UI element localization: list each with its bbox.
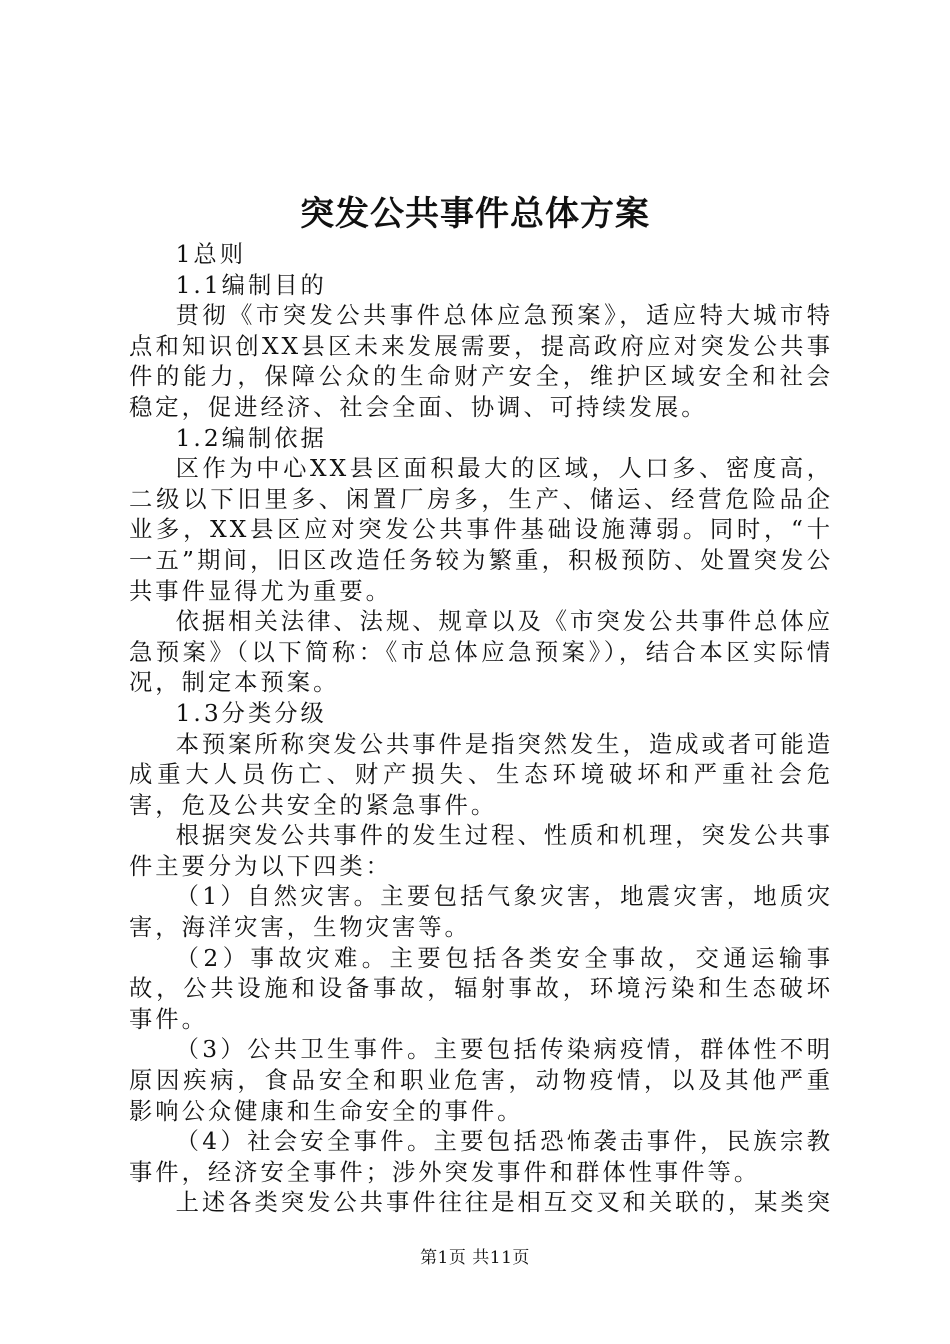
list-item: （2）事故灾难。主要包括各类安全事故，交通运输事故，公共设施和设备事故，辐射事故，环境污染和生态破坏事件。 (129, 944, 833, 1033)
document-body (129, 240, 833, 1219)
paragraph: 根据突发公共事件的发生过程、性质和机理，突发公共事件主要分为以下四类： (129, 822, 834, 880)
paragraph: 本预案所称突发公共事件是指突然发生，造成或者可能造成重大人员伤亡、财产损失、生态环境破坏和严重社会危害，危及公共安全的紧急事件。 (129, 730, 834, 819)
paragraph: 贯彻《市突发公共事件总体应急预案》，适应特大城市特点和知识创XX县区未来发展需要，提高政府应对突发公共事件的能力，保障公众的生命财产安全，维护区域安全和社会稳定，促进经济、社会全面、协调、可持续发展。 (129, 302, 833, 421)
list-item: （1）自然灾害。主要包括气象灾害，地震灾害，地质灾害，海洋灾害，生物灾害等。 (129, 883, 833, 942)
paragraph: 区作为中心XX县区面积最大的区域，人口多、密度高，二级以下旧里多、闲置厂房多，生产、储运、经营危险品企业多，XX县区应对突发公共事件基础设施薄弱。同时，“十一五”期间，旧区改造任务较为繁重，积极预防、处置突发公共事件显得尤为重要。 (129, 455, 833, 605)
list-item: （3）公共卫生事件。主要包括传染病疫情，群体性不明原因疾病，食品安全和职业危害，动物疫情，以及其他严重影响公众健康和生命安全的事件。 (129, 1036, 833, 1125)
section-heading: 1总则 (175, 241, 247, 268)
page-footer: 第1页 共11页 (420, 1248, 530, 1268)
paragraph: 上述各类突发公共事件往往是相互交叉和关联的，某类突 (175, 1189, 834, 1217)
list-item: （4）社会安全事件。主要包括恐怖袭击事件，民族宗教事件，经济安全事件；涉外突发事件和群体性事件等。 (129, 1128, 833, 1186)
document-title: 突发公共事件总体方案 (300, 194, 650, 234)
section-heading: 1.3分类分级 (175, 699, 327, 727)
section-heading: 1.1编制目的 (175, 271, 327, 299)
paragraph: 依据相关法律、法规、规章以及《市突发公共事件总体应急预案》（以下简称：《市总体应急预案》），结合本区实际情况，制定本预案。 (129, 608, 834, 697)
section-heading: 1.2编制依据 (175, 424, 327, 452)
